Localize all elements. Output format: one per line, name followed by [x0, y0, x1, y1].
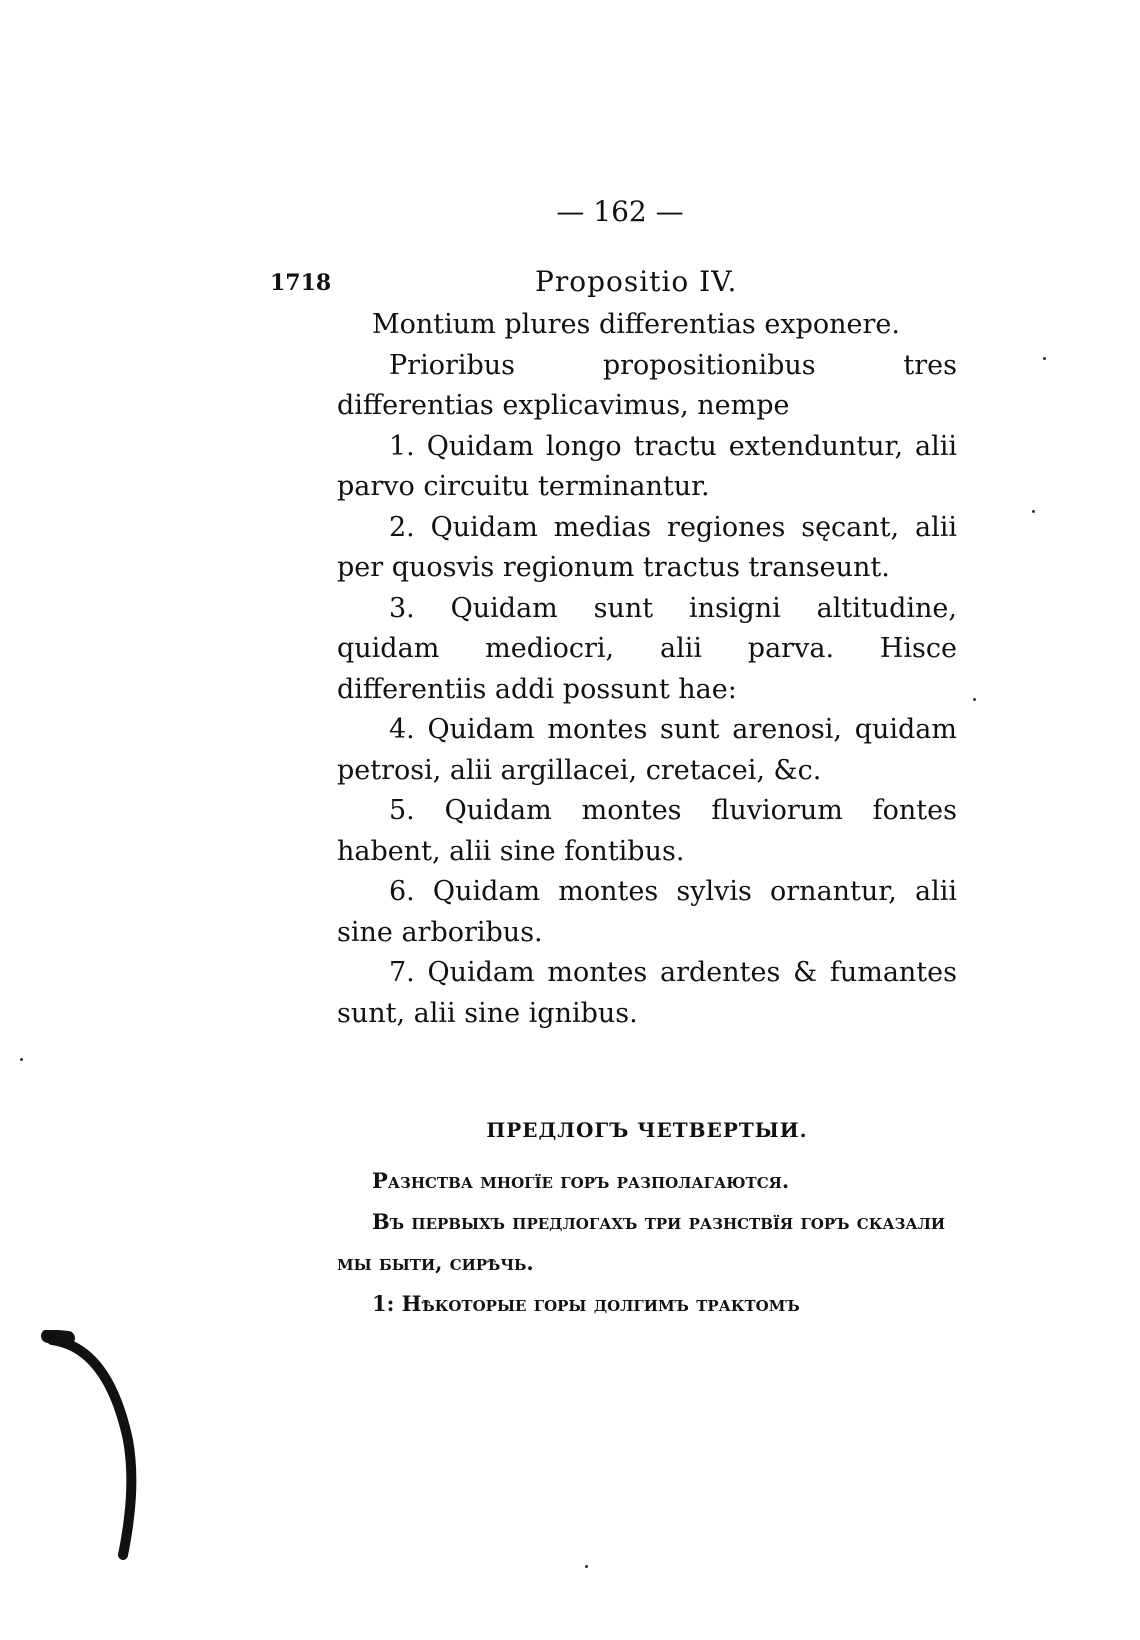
scan-speck	[1032, 510, 1035, 513]
scan-speck	[20, 1058, 23, 1061]
scan-speck	[585, 1565, 588, 1568]
latin-item-6: 6. Quidam montes sylvis ornantur, alii sine arboribus.	[337, 876, 957, 948]
latin-intro: Prioribus propositionibus tres differentias explicavimus, nempe	[337, 349, 957, 421]
russian-heading: ПРЕДЛОГЪ ЧЕТВЕРТЫИ.	[486, 1118, 808, 1142]
latin-body	[337, 305, 957, 1034]
russian-intro: Въ первыхъ предлогахъ три разнствїя горъ сказали мы быти, сирѣчь.	[337, 1209, 946, 1275]
latin-heading: Propositio IV.	[535, 265, 738, 298]
scan-speck	[1043, 357, 1046, 360]
page-number: — 162 —	[556, 195, 684, 228]
scan-edge-mark	[40, 1330, 140, 1560]
scan-speck	[973, 698, 976, 701]
latin-item-1: 1. Quidam longo tractu extenduntur, alii parvo circuitu terminantur.	[337, 430, 957, 502]
margin-year: 1718	[270, 270, 332, 296]
russian-body	[337, 1160, 957, 1324]
latin-subtitle: Montium plures differentias exponere.	[372, 309, 900, 340]
russian-item-1: 1: Нѣкоторые горы долгимъ трактомъ	[372, 1291, 800, 1316]
latin-item-3: 3. Quidam sunt insigni altitudine, quidam mediocri, alii parva. Hisce differentiis addi possunt hae:	[337, 592, 957, 705]
latin-item-7: 7. Quidam montes ardentes & fumantes sunt, alii sine ignibus.	[337, 957, 957, 1029]
latin-item-4: 4. Quidam montes sunt arenosi, quidam petrosi, alii argillacei, cretacei, &c.	[337, 714, 957, 786]
latin-item-2: 2. Quidam medias regiones sęcant, alii per quosvis regionum tractus transeunt.	[337, 511, 957, 583]
latin-item-5: 5. Quidam montes fluviorum fontes habent, alii sine fontibus.	[337, 795, 957, 867]
russian-subtitle: Разнства многїе горъ разполагаются.	[372, 1168, 790, 1193]
